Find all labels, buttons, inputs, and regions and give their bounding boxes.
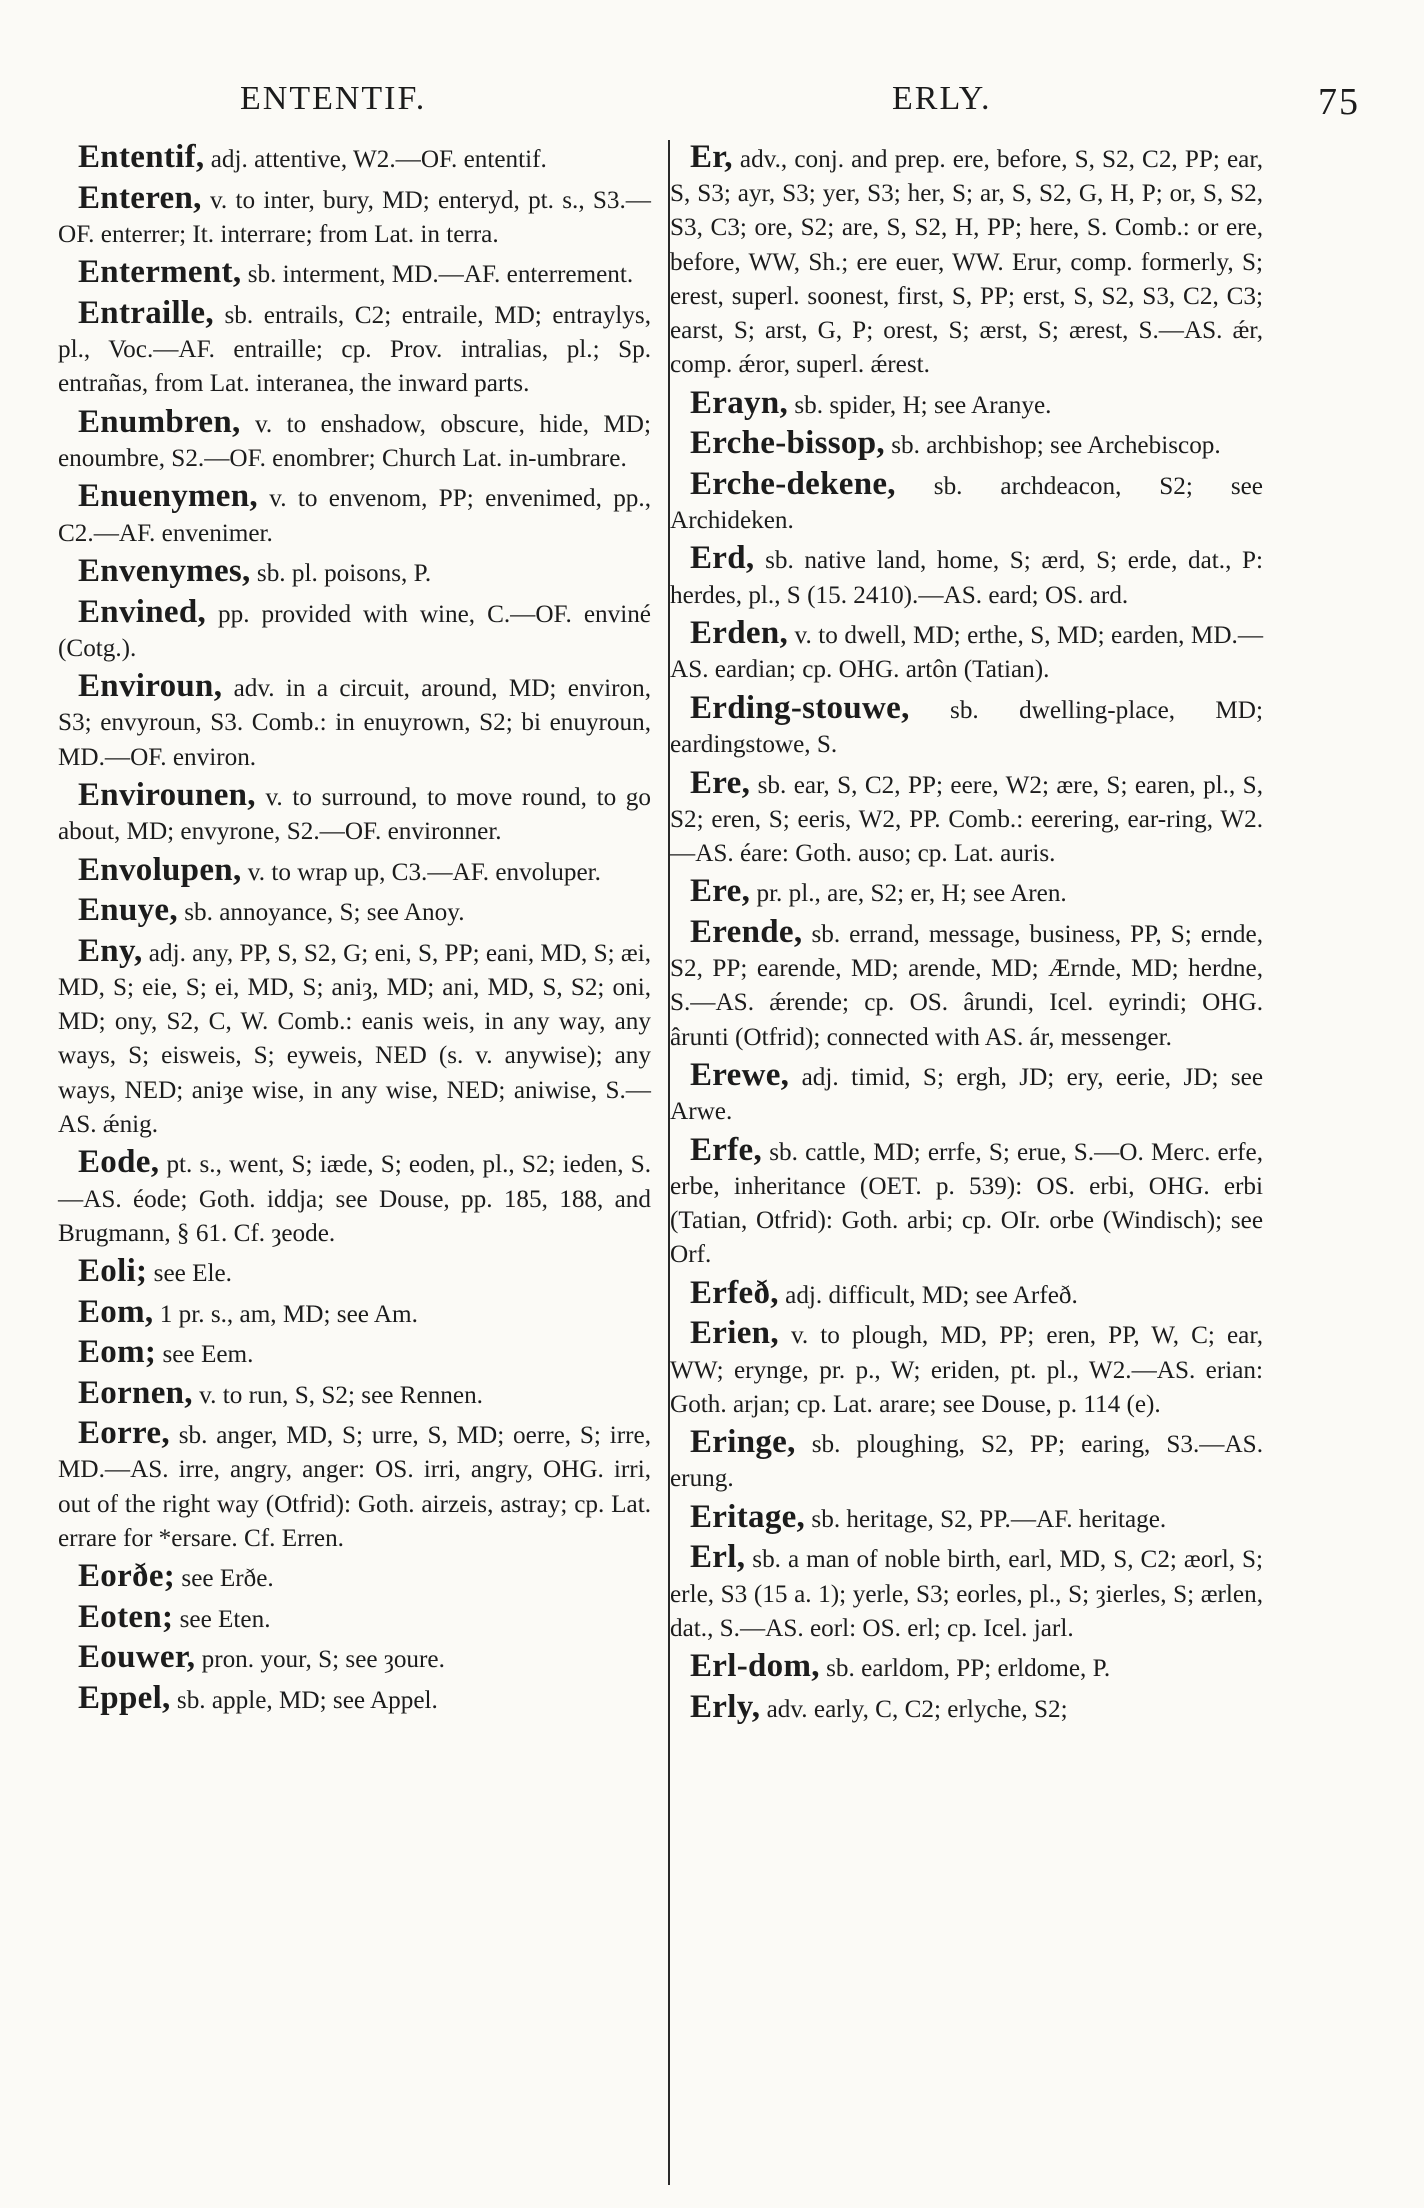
dictionary-entry xyxy=(670,616,1263,687)
headword: Eornen, xyxy=(78,1374,193,1411)
definition: v. to inter, bury, MD; enteryd, pt. s., S3.—OF. enterrer; It. interrare; from Lat. in terra. xyxy=(58,186,651,248)
definition: sb. a man of noble birth, earl, MD, S, C2; æorl, S; erle, S3 (15 a. 1); yerle, S3; eorles, pl., S; ȝierles, S; ærlen, dat., S.—AS. eorl: OS. erl; cp. Icel. jarl. xyxy=(670,1546,1263,1642)
definition: adv. in a circuit, around, MD; environ, S3; envyroun, S3. Comb.: in enuyrown, S2; bi enuyroun, MD.—OF. environ. xyxy=(58,675,651,771)
definition: sb. dwelling-place, MD; eardingstowe, S. xyxy=(670,696,1263,759)
dictionary-entry xyxy=(670,426,1263,463)
dictionary-entry xyxy=(670,1058,1263,1129)
definition: v. to envenom, PP; envenimed, pp., C2.—AF. envenimer. xyxy=(58,485,651,547)
headword: Enuenymen, xyxy=(78,478,258,515)
headword: Eppel, xyxy=(78,1679,171,1716)
dictionary-entry xyxy=(670,467,1263,538)
dictionary-entry xyxy=(670,766,1263,872)
headword: Eouwer, xyxy=(78,1639,196,1676)
running-head-right: ERLY. xyxy=(892,80,992,117)
dictionary-entry xyxy=(670,1425,1263,1496)
dictionary-entry xyxy=(58,1145,651,1251)
headword: Erly, xyxy=(690,1688,761,1725)
headword: Erche-bissop, xyxy=(690,425,885,462)
headword: Erfeð, xyxy=(690,1274,779,1311)
dictionary-entry xyxy=(58,669,651,775)
headword: Erd, xyxy=(690,540,755,577)
dictionary-entry xyxy=(670,1133,1263,1273)
dictionary-entry xyxy=(670,1540,1263,1646)
dictionary-entry xyxy=(670,691,1263,762)
dictionary-entry xyxy=(58,1376,651,1413)
dictionary-entry xyxy=(58,296,651,402)
headword: Enviroun, xyxy=(78,668,223,705)
dictionary-entry xyxy=(58,1295,651,1332)
headword: Enteren, xyxy=(78,179,202,216)
definition: v. to dwell, MD; erthe, S, MD; earden, MD.—AS. eardian; cp. OHG. artôn (Tatian). xyxy=(670,622,1263,684)
definition: see Eem. xyxy=(156,1341,254,1369)
definition: sb. archbishop; see Archebiscop. xyxy=(884,432,1221,460)
definition: see Ele. xyxy=(147,1260,232,1288)
headword: Erl, xyxy=(690,1539,746,1576)
headword: Erewe, xyxy=(690,1057,790,1094)
definition: v. to plough, MD, PP; eren, PP, W, C; ear, WW; erynge, pr. p., W; eriden, pt. pl., W2.—AS. erian: Goth. arjan; cp. Lat. arare; see Douse, p. 114 (e). xyxy=(670,1322,1263,1418)
headword: Eny, xyxy=(78,932,143,969)
running-head-left: ENTENTIF. xyxy=(240,80,427,117)
dictionary-entry xyxy=(670,915,1263,1055)
dictionary-entry xyxy=(58,181,651,252)
dictionary-entry xyxy=(58,778,651,849)
running-head xyxy=(60,80,1360,130)
definition: adj. timid, S; ergh, JD; ery, eerie, JD; see Arwe. xyxy=(670,1064,1263,1126)
headword: Envenymes, xyxy=(78,553,251,590)
definition: sb. archdeacon, S2; see Archideken. xyxy=(670,472,1263,534)
dictionary-entry xyxy=(58,893,651,930)
definition: see Erðe. xyxy=(175,1565,274,1593)
definition: sb. annoyance, S; see Anoy. xyxy=(177,899,465,927)
dictionary-entry xyxy=(58,554,651,591)
definition: v. to surround, to move round, to go about, MD; envyrone, S2.—OF. environner. xyxy=(58,784,651,846)
dictionary-entry xyxy=(58,1416,651,1556)
headword: Entraille, xyxy=(78,294,214,331)
dictionary-entry xyxy=(58,595,651,666)
headword: Erende, xyxy=(690,913,803,950)
dictionary-entry xyxy=(58,255,651,292)
headword: Envolupen, xyxy=(78,851,242,888)
dictionary-entry xyxy=(58,1681,651,1718)
headword: Enterment, xyxy=(78,254,242,291)
definition: v. to wrap up, C3.—AF. envoluper. xyxy=(241,858,601,886)
definition: sb. spider, H; see Aranye. xyxy=(788,391,1052,419)
definition: pp. provided with wine, C.—OF. enviné (Cotg.). xyxy=(58,600,651,662)
dictionary-entry xyxy=(670,386,1263,423)
headword: Er, xyxy=(690,139,733,175)
definition: sb. interment, MD.—AF. enterrement. xyxy=(241,261,634,289)
dictionary-entry xyxy=(670,140,1263,382)
definition: adv., conj. and prep. ere, before, S, S2, C2, PP; ear, S, S3; ayr, S3; yer, S3; her, S; ar, S, S2, G, H, P; or, S, S2, S3, C3; ore, S2; are, S, S2, H, PP; here, S. Comb.: or ere, before, WW, Sh.; ere euer, WW. Erur, comp. formerly, S; erest, superl. soonest, first, S, PP; erst, S, S2, S3, C2, C3; earst, S; arst, G, P; orest, S; ærst, S; ærest, S.—AS. ǽr, comp. ǽror, superl. ǽrest. xyxy=(670,146,1263,379)
headword: Eom; xyxy=(78,1334,157,1371)
headword: Eritage, xyxy=(690,1498,806,1535)
dictionary-entry xyxy=(58,479,651,550)
dictionary-entry xyxy=(58,934,651,1142)
definition: v. to run, S, S2; see Rennen. xyxy=(192,1381,483,1409)
definition: adj. difficult, MD; see Arfeð. xyxy=(778,1281,1078,1309)
headword: Envined, xyxy=(78,593,207,630)
definition: adj. attentive, W2.—OF. ententif. xyxy=(204,146,547,173)
dictionary-entry xyxy=(670,1690,1263,1727)
dictionary-entry xyxy=(58,853,651,890)
definition: sb. entrails, C2; entraile, MD; entraylys, pl., Voc.—AF. entraille; cp. Prov. intralias, pl.; Sp. entrañas, from Lat. interanea, the inward parts. xyxy=(58,301,651,398)
definition: sb. earldom, PP; erldome, P. xyxy=(819,1655,1111,1683)
dictionary-entry xyxy=(670,1500,1263,1537)
definition: pr. pl., are, S2; er, H; see Aren. xyxy=(750,880,1067,908)
definition: pron. your, S; see ȝoure. xyxy=(195,1646,445,1674)
headword: Eringe, xyxy=(690,1424,796,1461)
page-number: 75 xyxy=(1318,81,1360,123)
definition: 1 pr. s., am, MD; see Am. xyxy=(153,1300,418,1328)
headword: Erche-dekene, xyxy=(690,465,896,502)
dictionary-entry xyxy=(58,140,651,177)
dictionary-entry xyxy=(58,1600,651,1637)
headword: Eode, xyxy=(78,1144,160,1181)
definition: sb. cattle, MD; errfe, S; erue, S.—O. Merc. erfe, erbe, inheritance (OET. p. 539): OS. erbi, OHG. erbi (Tatian, Otfrid): Goth. arbi; cp. OIr. orbe (Windisch); see Orf. xyxy=(670,1138,1263,1269)
dictionary-entry xyxy=(670,874,1263,911)
headword: Erding-stouwe, xyxy=(690,689,910,726)
headword: Ententif, xyxy=(78,139,205,175)
definition: sb. errand, message, business, PP, S; ernde, S2, PP; earende, MD; arende, MD; Ærnde, MD; herdne, S.—AS. ǽrende; cp. OS. ârundi, Icel. eyrindi; OHG. ârunti (Otfrid); connected with AS. ár, messenger. xyxy=(670,920,1263,1051)
dictionary-entry xyxy=(58,1254,651,1291)
definition: sb. pl. poisons, P. xyxy=(250,560,432,588)
headword: Erfe, xyxy=(690,1131,763,1168)
definition: see Eten. xyxy=(173,1605,271,1633)
dictionary-entry xyxy=(58,1335,651,1372)
headword: Eorðe; xyxy=(78,1558,176,1595)
headword: Erayn, xyxy=(690,384,789,421)
definition: sb. anger, MD, S; urre, S, MD; oerre, S; irre, MD.—AS. irre, angry, anger: OS. irri, angry, OHG. irri, out of the right way (Otfrid): Goth. airzeis, astray; cp. Lat. errare for *ersare. Cf. Erren. xyxy=(58,1422,651,1552)
dictionary-entry xyxy=(670,1276,1263,1313)
definition: sb. heritage, S2, PP.—AF. heritage. xyxy=(805,1505,1167,1533)
headword: Ere, xyxy=(690,873,751,910)
headword: Envirounen, xyxy=(78,777,256,814)
dictionary-entry xyxy=(58,1559,651,1596)
headword: Enuye, xyxy=(78,892,178,929)
dictionary-entry xyxy=(58,405,651,476)
definition: v. to enshadow, obscure, hide, MD; enoumbre, S2.—OF. enombrer; Church Lat. in-umbrare. xyxy=(58,410,651,472)
dictionary-entry xyxy=(58,1640,651,1677)
headword: Erden, xyxy=(690,615,789,652)
left-column xyxy=(58,140,651,1721)
definition: sb. ear, S, C2, PP; eere, W2; ære, S; earen, pl., S, S2; eren, S; eeris, W2, PP. Comb.: eerering, ear-ring, W2.—AS. éare: Goth. auso; cp. Lat. auris. xyxy=(670,771,1263,867)
right-column xyxy=(670,140,1263,1730)
definition: pt. s., went, S; iæde, S; eoden, pl., S2; ieden, S.—AS. éode; Goth. iddja; see Douse, pp. 185, 188, and Brugmann, § 61. Cf. ȝeode. xyxy=(58,1151,651,1247)
definition: sb. native land, home, S; ærd, S; erde, dat., P: herdes, pl., S (15. 2410).—AS. eard; OS. ard. xyxy=(670,547,1263,609)
headword: Eom, xyxy=(78,1293,154,1330)
headword: Eoli; xyxy=(78,1253,148,1290)
headword: Eorre, xyxy=(78,1415,170,1452)
headword: Eoten; xyxy=(78,1598,174,1635)
definition: adj. any, PP, S, S2, G; eni, S, PP; eani, MD, S; æi, MD, S; eie, S; ei, MD, S; aniȝ, MD; ani, MD, S, S2; oni, MD; ony, S2, C, W. Comb.: eanis weis, in any way, any ways, S; eisweis, S; eyweis, NED (s. v. anywise); any ways, NED; aniȝe wise, in any wise, NED; aniwise, S.—AS. ǽnig. xyxy=(58,939,651,1138)
definition: sb. apple, MD; see Appel. xyxy=(170,1686,438,1714)
dictionary-entry xyxy=(670,541,1263,612)
headword: Ere, xyxy=(690,764,751,801)
headword: Erien, xyxy=(690,1315,779,1352)
dictionary-entry xyxy=(670,1316,1263,1422)
definition: adv. early, C, C2; erlyche, S2; xyxy=(760,1695,1068,1723)
definition: sb. ploughing, S2, PP; earing, S3.—AS. erung. xyxy=(670,1431,1263,1493)
headword: Enumbren, xyxy=(78,403,241,440)
headword: Erl-dom, xyxy=(690,1648,820,1685)
dictionary-entry xyxy=(670,1649,1263,1686)
